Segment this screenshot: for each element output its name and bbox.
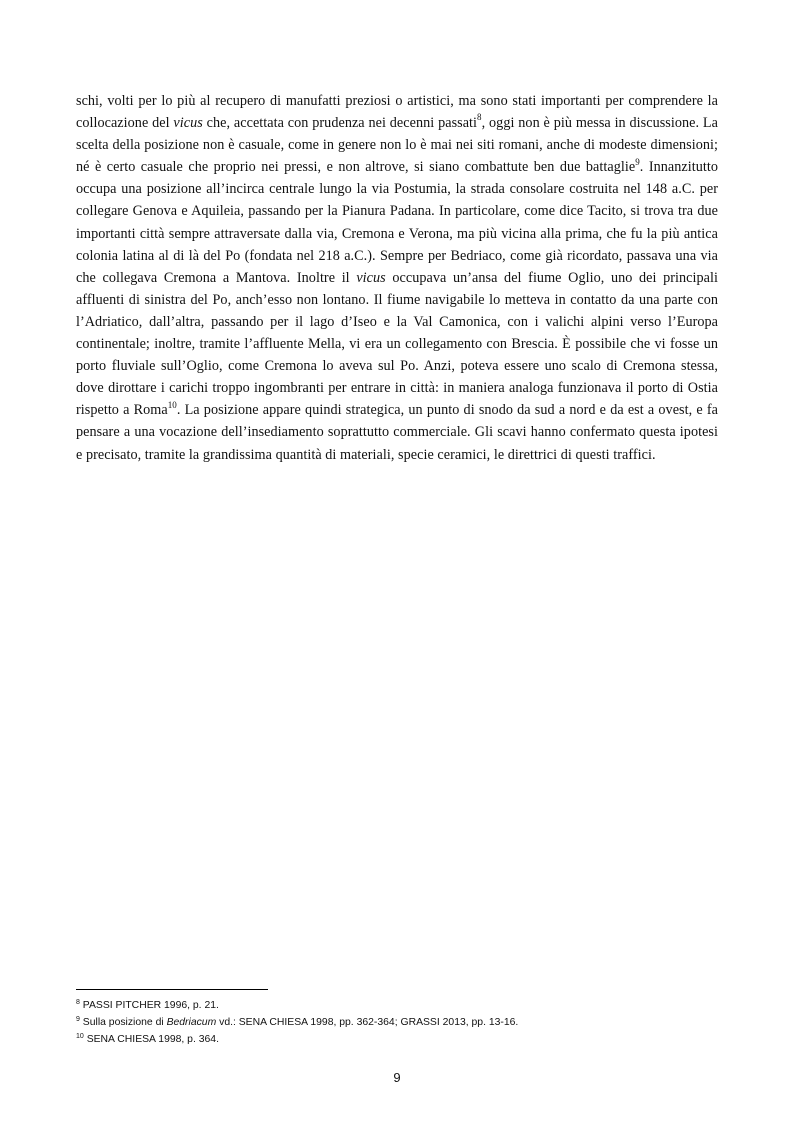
footnote-text: SENA CHIESA 1998, p. 364. bbox=[86, 1034, 219, 1045]
italic-term: vicus bbox=[173, 115, 203, 132]
footnote-9 bbox=[76, 1014, 718, 1031]
italic-term: vicus bbox=[356, 269, 386, 286]
footnote-10 bbox=[76, 1031, 718, 1048]
footnote-reference[interactable]: 9 bbox=[635, 156, 640, 167]
page-number: 9 bbox=[393, 1070, 401, 1085]
footnote-number: 10 bbox=[76, 1032, 84, 1040]
body-text bbox=[76, 90, 718, 466]
footnote-text: PASSI PITCHER 1996, p. 21. bbox=[82, 1000, 219, 1011]
footnote-reference[interactable]: 10 bbox=[167, 399, 177, 410]
footnote-number: 9 bbox=[76, 1015, 80, 1023]
footnote-reference[interactable]: 8 bbox=[477, 112, 482, 123]
italic-term: Bedriacum bbox=[166, 1017, 217, 1028]
footnote-number: 8 bbox=[76, 998, 80, 1006]
footnote-8 bbox=[76, 997, 718, 1014]
body-paragraph: schi, volti per lo più al recupero di manufatti preziosi o artistici, ma sono stati importanti per comprendere la collocazione del vicus che, accettata con prudenza nei decenni passati$^8$, oggi non è più messa in discussione. La scelta della posizione non è casuale, come in genere non lo è mai nei siti romani, anche di modeste dimensioni; né è certo casuale che proprio nei pressi, e non altrove, si siano combattute ben due battaglie$^9$. Innanzitutto occupa una posizione all’incirca centrale lungo la via Postumia, la strada consolare costruita nel 148 a.C. per collegare Genova e Aquileia, passando per la Pianura Padana. In particolare, come dice Tacito, si trova tra due importanti città sempre attraversate dalla via, Cremona e Verona, ma più vicina alla prima, che fu la più antica colonia latina al di là del Po (fondata nel 218 a.C.). Sempre per Bedriaco, come già ricordato, passava una via che collegava Cremona a Mantova. Inoltre il vicus occupava un’ansa del fiume Oglio, uno dei principali affluenti di sinistra del Po, anch’esso non lontano. Il fiume navigabile lo metteva in contatto da una parte con l’Adriatico, dall’altra, passando per il lago d’Iseo e la Val Camonica, con i valichi alpini verso l’Europa continentale; inoltre, tramite l’affluente Mella, vi era un collegamento con Brescia. È possibile che vi fosse un porto fluviale sull’Oglio, come Cremona lo aveva sul Po. Anzi, poteva essere uno scalo di Cremona stessa, dove dirottare i carichi troppo ingombranti per entrare in città: in maniera analoga funzionava il porto di Ostia rispetto a Roma$^{10}$. La posizione appare quindi strategica, un punto di snodo da sud a nord e da est a ovest, e fa pensare a una vocazione dell’insediamento soprattutto commerciale. Gli scavi hanno confermato questa ipotesi e precisato, tramite la grandissima quantità di materiali, specie ceramici, le direttrici di questi traffici. bbox=[76, 93, 718, 463]
footnotes bbox=[76, 997, 718, 1048]
footnote-separator bbox=[76, 989, 268, 990]
footnote-text: Sulla posizione di Bedriacum vd.: SENA CHIESA 1998, pp. 362-364; GRASSI 2013, pp. 13-16. bbox=[82, 1017, 519, 1028]
